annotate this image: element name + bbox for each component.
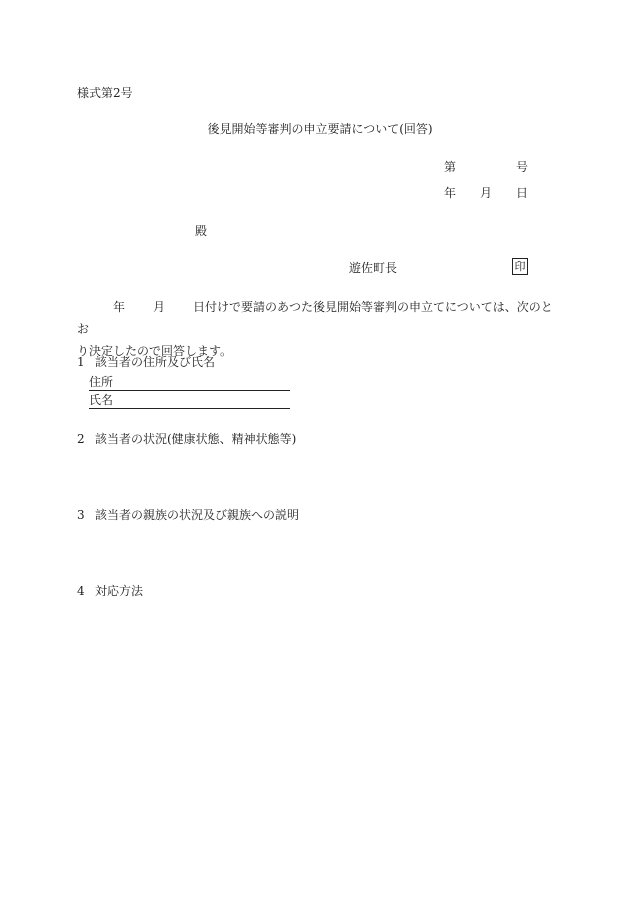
- date-month-label: 月: [480, 186, 493, 200]
- document-number-suffix: 号: [516, 160, 529, 174]
- document-number-prefix: 第: [444, 160, 457, 174]
- date-year-label: 年: [444, 186, 457, 200]
- seal-stamp-box: 印: [512, 258, 528, 275]
- addressee-honorific: 殿: [195, 224, 208, 238]
- section-3-heading: [77, 509, 299, 521]
- document-date: [444, 186, 529, 200]
- address-label: 住所: [89, 375, 114, 389]
- body-line-2: り決定したので回答します。: [77, 344, 233, 358]
- section-label: 該当者の状況(健康状態、精神状態等): [95, 432, 297, 446]
- address-field: [89, 376, 290, 391]
- section-label: 該当者の親族の状況及び親族への説明: [95, 508, 300, 522]
- document-title: 後見開始等審判の申立要請について(回答): [207, 122, 433, 136]
- body-year-label: 年: [113, 300, 126, 314]
- section-4-heading: [77, 585, 143, 597]
- body-line-1: [77, 296, 555, 340]
- section-label: 対応方法: [95, 584, 144, 598]
- section-2-heading: [77, 433, 296, 445]
- section-number: 2: [77, 432, 85, 446]
- date-day-label: 日: [516, 186, 529, 200]
- section-1-heading: [77, 356, 215, 368]
- name-field: [89, 394, 290, 409]
- section-label: 該当者の住所及び氏名: [95, 355, 216, 369]
- section-number: 3: [77, 508, 85, 522]
- body-line-1-text: 日付けで要請のあつた後見開始等審判の申立てについては、次のとお: [77, 300, 553, 336]
- name-label: 氏名: [89, 393, 114, 407]
- document-number: [444, 160, 529, 174]
- section-number: 4: [77, 584, 85, 598]
- body-month-label: 月: [153, 300, 166, 314]
- body-paragraph: [77, 296, 555, 362]
- sender-name: 遊佐町長: [349, 261, 398, 275]
- section-number: 1: [77, 355, 85, 369]
- form-number: 様式第2号: [77, 86, 133, 100]
